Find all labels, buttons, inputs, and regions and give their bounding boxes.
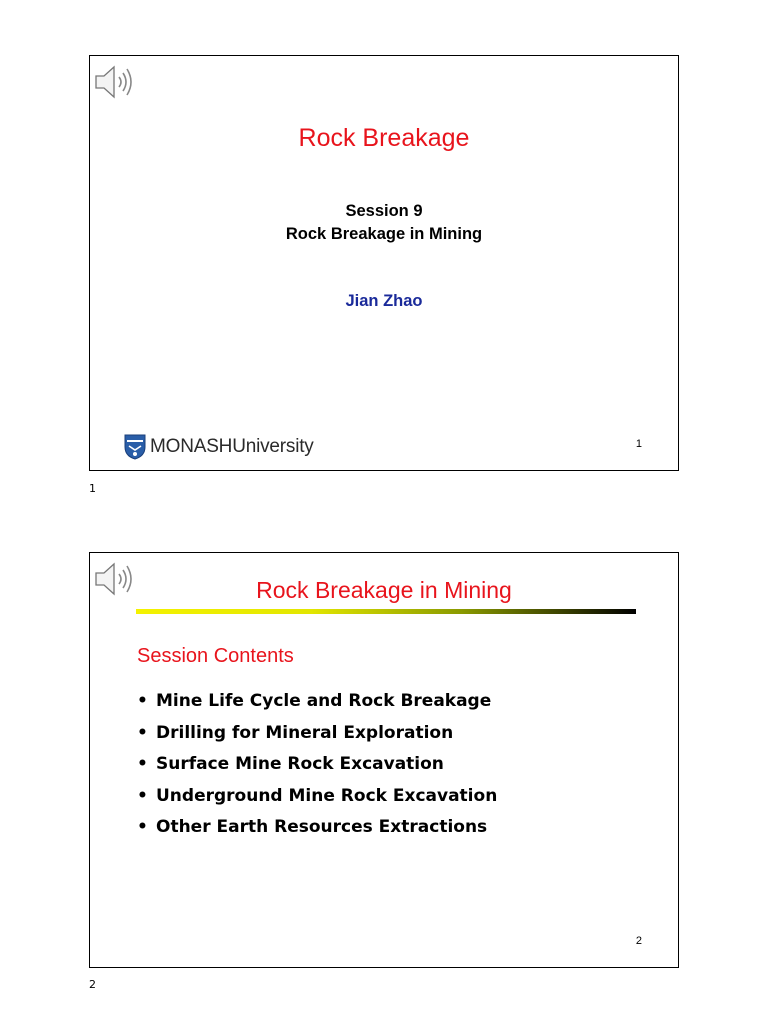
slide-title: Rock Breakage in Mining — [256, 577, 512, 603]
logo-brand: MONASH — [150, 436, 233, 457]
monash-crest-icon — [124, 434, 146, 460]
list-item: • Underground Mine Rock Excavation — [137, 785, 498, 806]
page-number: 1 — [89, 482, 96, 495]
slide-title: Rock Breakage — [298, 124, 470, 152]
slide-2 — [89, 552, 679, 968]
slide-number: 2 — [635, 935, 642, 947]
session-label: Session 9 — [345, 202, 423, 220]
title-underline — [136, 609, 636, 614]
monash-logo — [124, 432, 314, 462]
author-name: Jian Zhao — [345, 292, 423, 310]
list-item: • Drilling for Mineral Exploration — [137, 722, 454, 743]
session-contents-list — [137, 689, 497, 847]
list-item: • Mine Life Cycle and Rock Breakage — [137, 691, 492, 711]
slide-number: 1 — [635, 438, 642, 450]
list-item: • Other Earth Resources Extractions — [137, 817, 488, 838]
logo-suffix: University — [232, 436, 314, 457]
section-heading: Session Contents — [137, 645, 294, 667]
speaker-icon[interactable] — [92, 62, 140, 102]
page-number: 2 — [89, 978, 96, 991]
slide-subtitle: Rock Breakage in Mining — [285, 225, 483, 243]
slide-1 — [89, 55, 679, 471]
list-item: • Surface Mine Rock Excavation — [137, 754, 444, 775]
